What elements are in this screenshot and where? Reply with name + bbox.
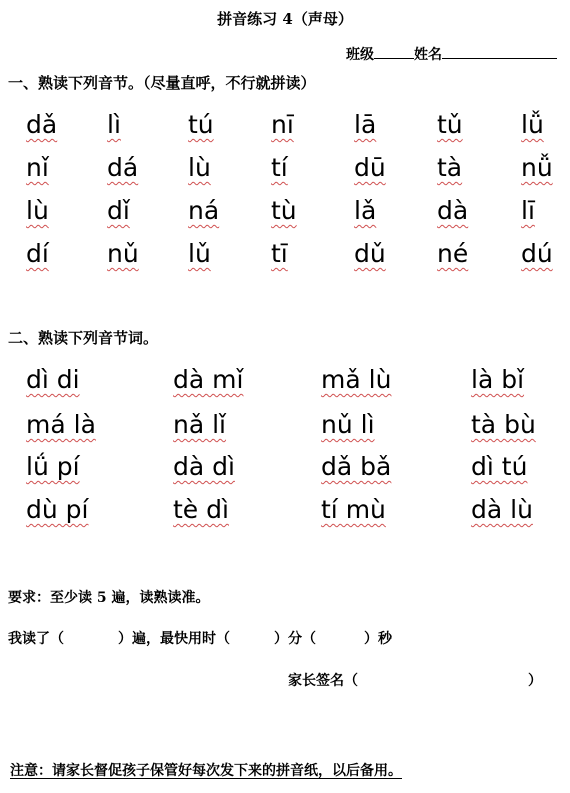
syllable: dǎ: [26, 110, 58, 139]
syllable: dú: [521, 239, 553, 268]
syllable-word: tí mù: [321, 495, 386, 524]
syllable: dǔ: [354, 239, 386, 268]
class-blank[interactable]: [374, 44, 414, 59]
record-sec-suffix: ）秒: [364, 631, 392, 647]
syllable: dǐ: [107, 196, 130, 225]
record-min-suffix: ）分（: [274, 631, 316, 647]
syllable: lǔ: [188, 239, 211, 268]
syllable: dá: [107, 153, 139, 182]
parent-signature: [288, 670, 542, 690]
note-text: 注意：请家长督促孩子保管好每次发下来的拼音纸，以后备用。: [10, 763, 402, 779]
name-blank[interactable]: [442, 44, 557, 59]
syllable-word: tà bù: [471, 410, 536, 439]
syllable-word: tè dì: [173, 495, 229, 524]
syllable: nǚ: [521, 153, 553, 182]
syllable: lì: [107, 110, 121, 139]
syllable: né: [437, 239, 469, 268]
syllable-word: dà dì: [173, 452, 235, 481]
requirement-text: 要求：至少读 5 遍，读熟读准。: [8, 590, 210, 606]
syllable: tú: [188, 110, 214, 139]
syllable-word: dì di: [26, 365, 80, 394]
syllable-word: dǎ bǎ: [321, 452, 392, 481]
syllable-word: dà lù: [471, 495, 533, 524]
syllable: lù: [26, 196, 49, 225]
syllable: lī: [521, 196, 535, 225]
syllable-word: nǔ lì: [321, 410, 375, 439]
syllable-word: dì tú: [471, 452, 528, 481]
syllable: dà: [437, 196, 469, 225]
syllable: lù: [188, 153, 211, 182]
section2-heading: 二、熟读下列音节词。: [8, 329, 159, 347]
syllable-word: là bǐ: [471, 365, 525, 394]
syllable: tī: [271, 239, 288, 268]
syllable: tù: [271, 196, 297, 225]
class-name-line: [346, 44, 557, 64]
syllable: tǔ: [437, 110, 463, 139]
syllable: ná: [188, 196, 220, 225]
reading-record: [8, 628, 392, 648]
parent-sign-label: 家长签名（: [288, 673, 358, 689]
record-prefix: 我读了（: [8, 631, 64, 647]
page-title: 拼音练习 4（声母）: [217, 10, 353, 28]
syllable: tí: [271, 153, 288, 182]
syllable-word: dà mǐ: [173, 365, 244, 394]
syllable: nī: [271, 110, 294, 139]
record-times-suffix: ）遍，最快用时（: [118, 631, 230, 647]
syllable: lǚ: [521, 110, 544, 139]
section1-heading: 一、熟读下列音节。（尽量直呼，不行就拼读）: [8, 74, 316, 92]
syllable-word: dù pí: [26, 495, 89, 524]
syllable: tà: [437, 153, 463, 182]
syllable: nǔ: [107, 239, 139, 268]
syllable: lǎ: [354, 196, 377, 225]
syllable-word: mǎ lù: [321, 365, 392, 394]
parent-sign-close: ）: [528, 673, 542, 689]
name-label: 姓名: [414, 47, 442, 63]
syllable-word: lǘ pí: [26, 452, 80, 481]
syllable: lā: [354, 110, 377, 139]
syllable-word: nǎ lǐ: [173, 410, 227, 439]
syllable: dí: [26, 239, 49, 268]
syllable: nǐ: [26, 153, 49, 182]
syllable-word: má là: [26, 410, 96, 439]
class-label: 班级: [346, 47, 374, 63]
syllable: dū: [354, 153, 386, 182]
